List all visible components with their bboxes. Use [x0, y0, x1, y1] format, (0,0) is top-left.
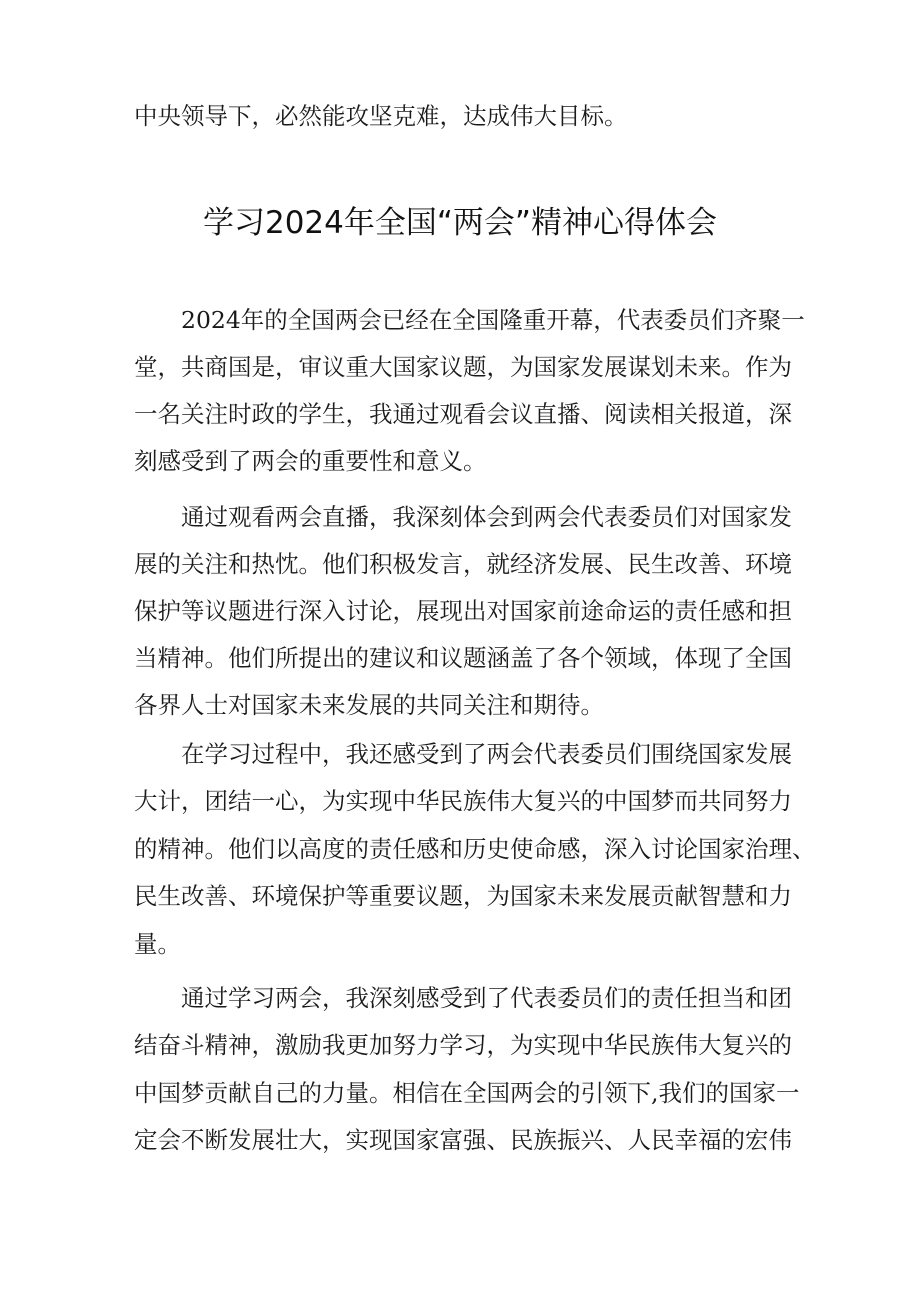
paragraph-line: 当精神。他们所提出的建议和议题涵盖了各个领域，体现了全国 — [134, 644, 792, 672]
paragraph-line: 在学习过程中，我还感受到了两会代表委员们围绕国家发展 — [134, 740, 792, 768]
paragraph-line: 通过观看两会直播，我深刻体会到两会代表委员们对国家发 — [134, 503, 792, 531]
paragraph-line: 通过学习两会，我深刻感受到了代表委员们的责任担当和团 — [134, 984, 792, 1012]
paragraph-line: 保护等议题进行深入讨论，展现出对国家前途命运的责任感和担 — [134, 597, 792, 625]
paragraph-line: 量。 — [134, 930, 181, 958]
paragraph-line: 定会不断发展壮大，实现国家富强、民族振兴、人民幸福的宏伟 — [134, 1126, 792, 1154]
paragraph-line: 刻感受到了两会的重要性和意义。 — [134, 447, 487, 475]
document-title: 学习2024年全国“两会”精神心得体会 — [202, 205, 717, 241]
lead-text-line: 中央领导下，必然能攻坚克难，达成伟大目标。 — [134, 102, 628, 130]
paragraph-line: 大计，团结一心，为实现中华民族伟大复兴的中国梦而共同努力 — [134, 787, 792, 815]
paragraph-line: 2024年的全国两会已经在全国隆重开幕，代表委员们齐聚一 — [134, 306, 805, 334]
paragraph-line: 结奋斗精神，激励我更加努力学习，为实现中华民族伟大复兴的 — [134, 1031, 792, 1059]
paragraph-line: 中国梦贡献自己的力量。相信在全国两会的引领下,我们的国家一 — [134, 1079, 800, 1107]
paragraph-line: 堂，共商国是，审议重大国家议题，为国家发展谋划未来。作为 — [134, 353, 792, 381]
paragraph-line: 展的关注和热忱。他们积极发言，就经济发展、民生改善、环境 — [134, 550, 792, 578]
paragraph-line: 的精神。他们以高度的责任感和历史使命感，深入讨论国家治理、 — [134, 835, 816, 863]
paragraph-line: 民生改善、环境保护等重要议题，为国家未来发展贡献智慧和力 — [134, 882, 792, 910]
paragraph-line: 一名关注时政的学生，我通过观看会议直播、阅读相关报道，深 — [134, 400, 792, 428]
paragraph-line: 各界人士对国家未来发展的共同关注和期待。 — [134, 691, 604, 719]
